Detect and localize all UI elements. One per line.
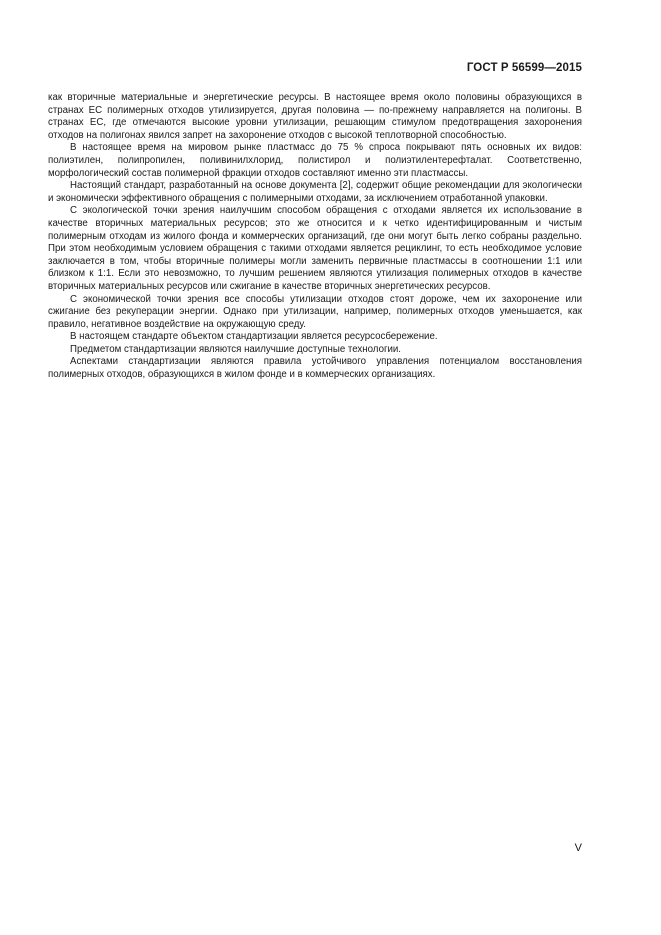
paragraph-continuation: как вторичные материальные и энергетические ресурсы. В настоящее время около половины образующихся в странах ЕС полимерных отходов утилизируется, другая половина — по-прежнему направляется на полигоны. В странах ЕС, где отмечаются высокие уровни утилизации, решающим стимулом предотвращения захоронения отходов на полигонах явился запрет на захоронение отходов с высокой теплотворной способностью. [48,92,582,141]
page-number: V [574,842,582,854]
paragraph-object: В настоящем стандарте объектом стандартизации является ресурсосбережение. [70,331,438,343]
paragraph-economic-view: С экономической точки зрения все способы утилизации отходов стоят дороже, чем их захоронение или сжигание без рекуперации энергии. Однако при утилизации, например, полимерных отходов уменьшается, как правило, негативное воздействие на окружающую среду. [48,293,582,330]
body-text [48,92,582,382]
document-code: ГОСТ Р 56599—2015 [466,62,582,74]
paragraph-ecological-view: С экологической точки зрения наилучшим способом обращения с отходами является их использование в качестве вторичных материальных ресурсов; это же относится и к четко идентифицированным и чистым полимерным отходам из жилого фонда и коммерческих организаций, где они могут быть легко собраны раздельно. При этом необходимым условием обращения с такими отходами является рециклинг, то есть необходимое условие заключается в том, чтобы вторичные полимеры могли заменить первичные пластмассы в соотношении 1:1 или близком к 1:1. Если это невозможно, то лучшим решением являются утилизация полимерных отходов в качестве вторичных материальных ресурсов или сжигание в качестве вторичных энергетических ресурсов. [48,205,582,292]
paragraph-aspects: Аспектами стандартизации являются правила устойчивого управления потенциалом восстановления полимерных отходов, образующихся в жилом фонде и в коммерческих организациях. [48,356,582,381]
paragraph-plastics-market: В настоящее время на мировом рынке пластмасс до 75 % спроса покрывают пять основных их видов: полиэтилен, полипропилен, поливинилхлорид, полистирол и полиэтилентерефталат. Соответственно, морфологический состав полимерной фракции отходов составляют именно эти пластмассы. [48,142,582,179]
paragraph-subject: Предметом стандартизации являются наилучшие доступные технологии. [70,343,401,355]
paragraph-standard-scope: Настоящий стандарт, разработанный на основе документа [2], содержит общие рекомендации для экологически и экономически эффективного обращения с полимерными отходами, за исключением отработанной упаковки. [48,180,582,204]
